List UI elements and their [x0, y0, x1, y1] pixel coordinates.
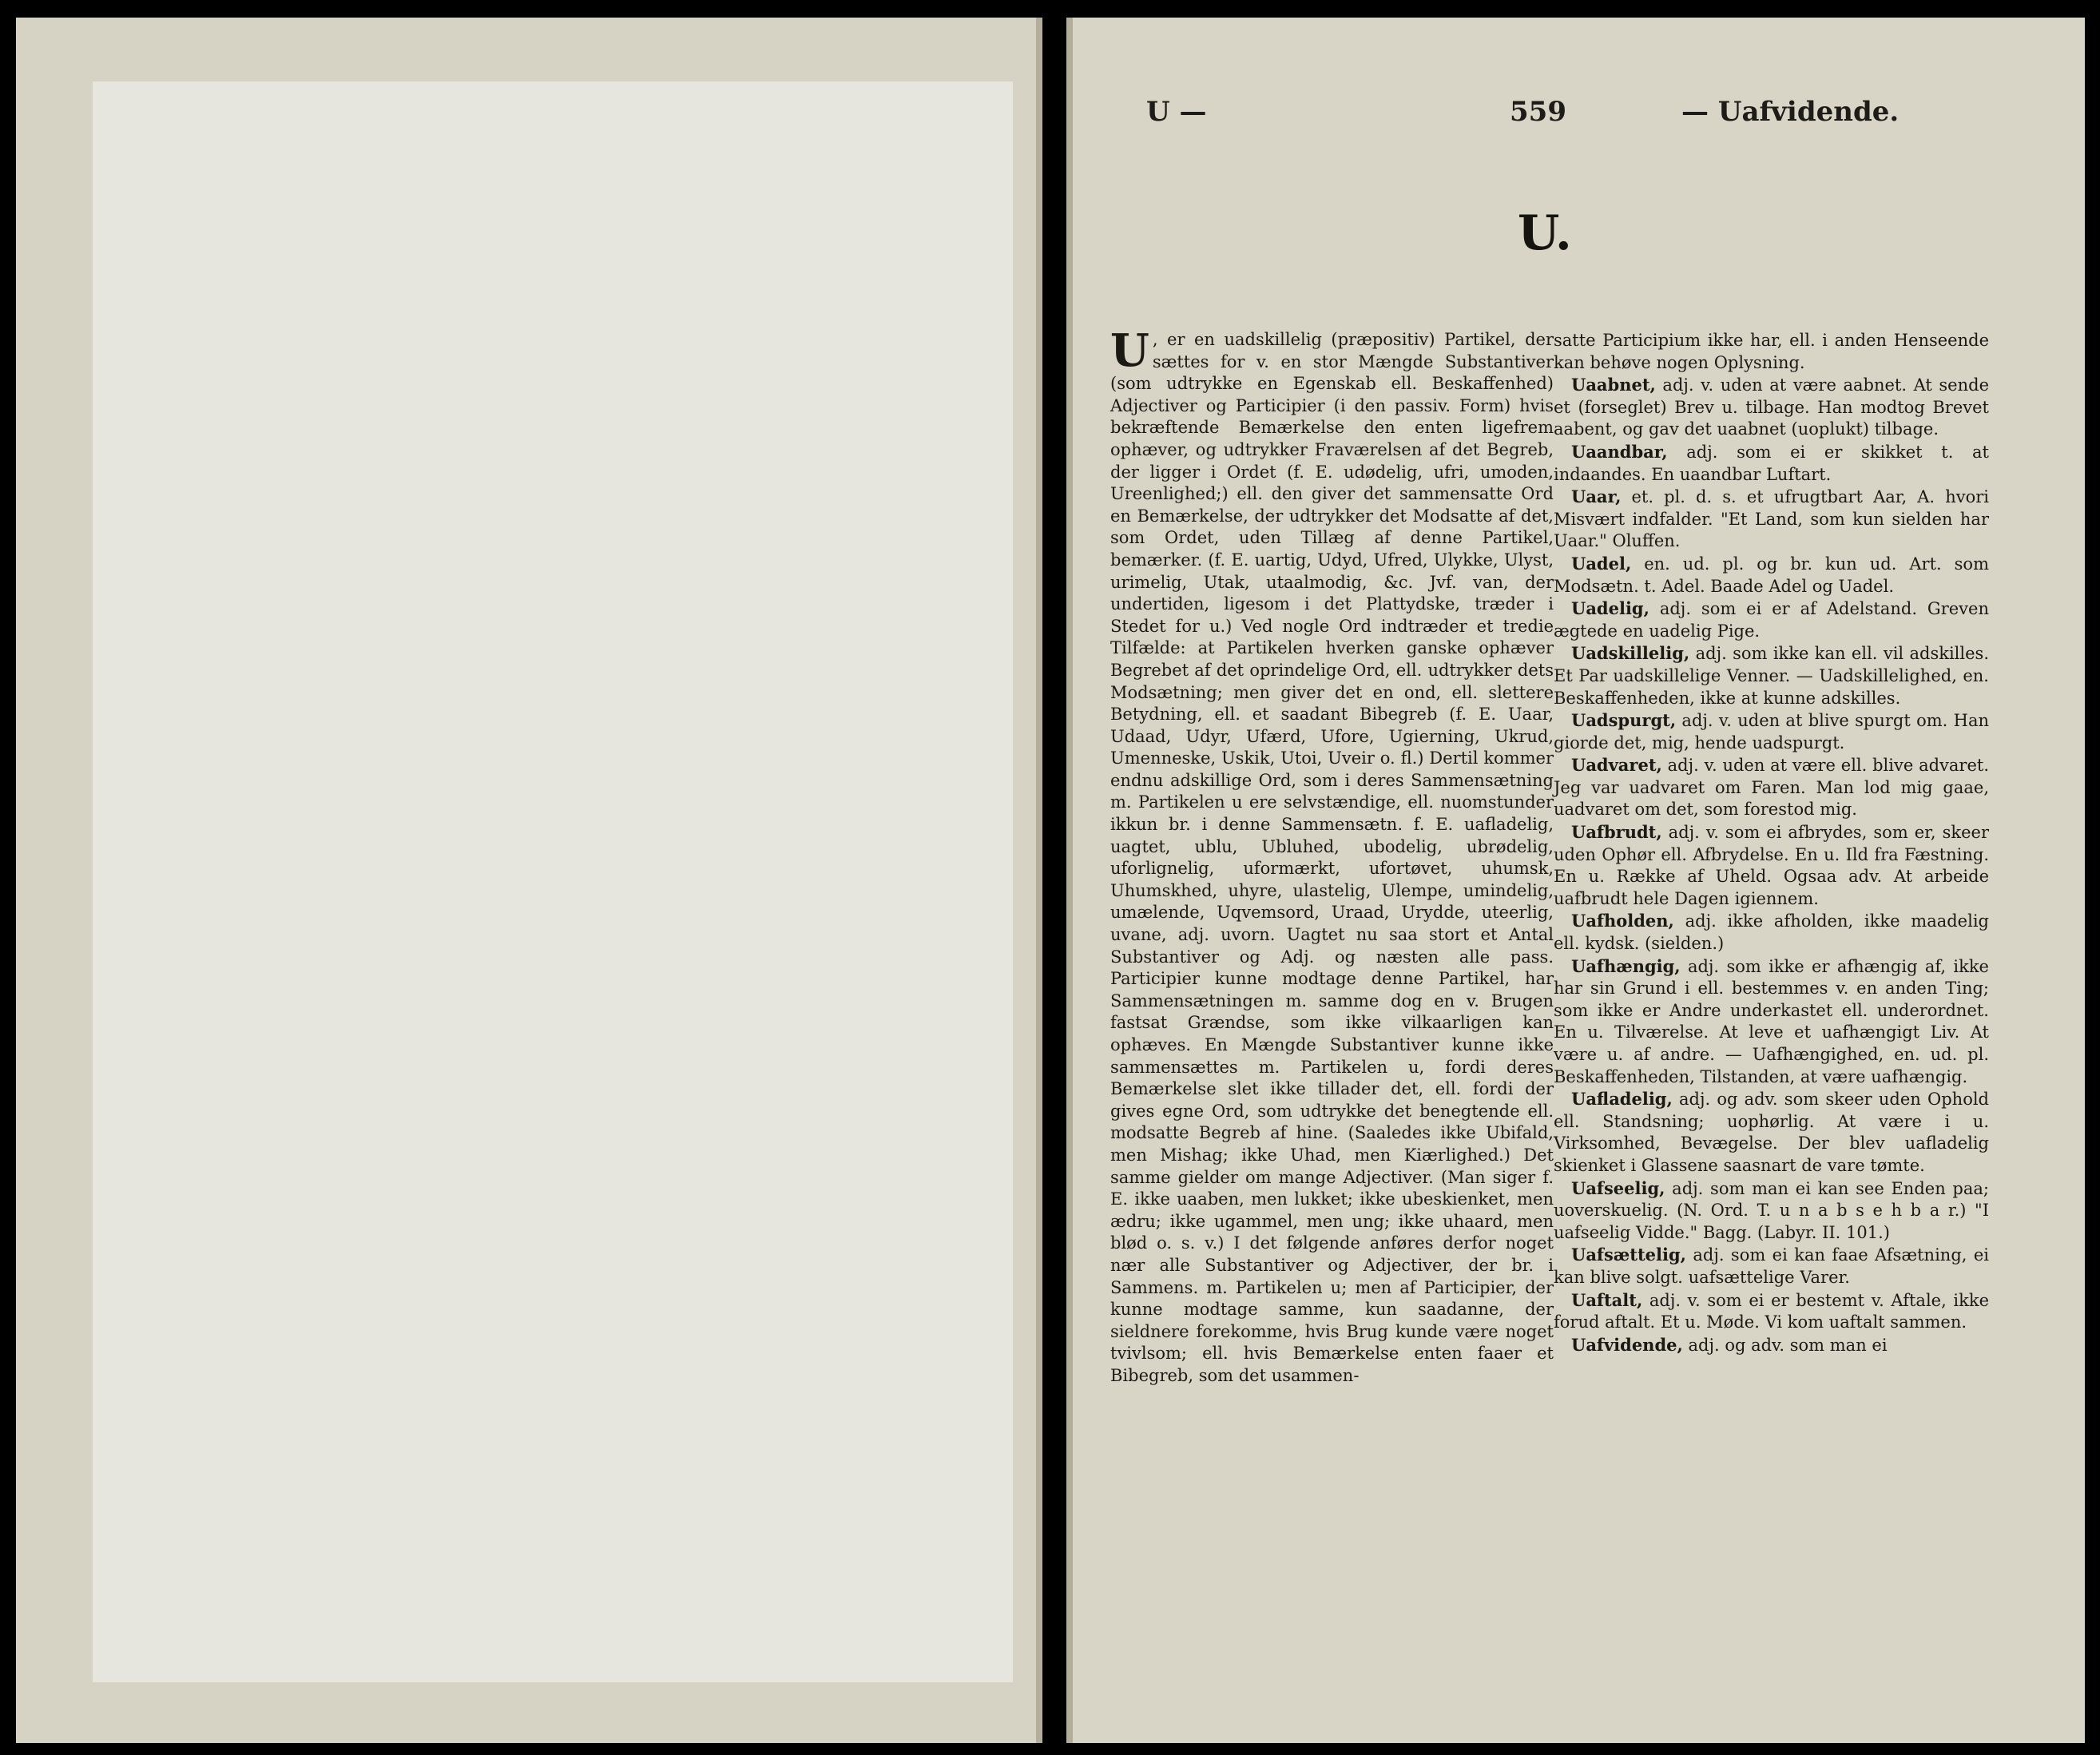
dictionary-entry: [1554, 486, 1989, 553]
entry-definition: adj. v. som ei er bestemt v. Aftale, ikke forud aftalt. Et u. Møde. Vi kom uaftalt sammen.: [1554, 1290, 1989, 1332]
entry-definition: adj. og adv. som skeer uden Ophold ell. Standsning; uophørlig. At være i u. Virksomhed, Bevægelse. Der blev uafladelig skienket i Glassene saasnart de vare tømte.: [1554, 1090, 1989, 1175]
entry-headword: Uafhængig,: [1571, 955, 1681, 976]
entry-headword: Uaabnet,: [1571, 375, 1656, 395]
entry-headword: Uadskillelig,: [1571, 643, 1690, 664]
entry-headword: Uafbrudt,: [1571, 822, 1662, 843]
dictionary-entry: [1554, 1334, 1989, 1357]
entry-definition: adj. som ikke er afhængig af, ikke har sin Grund i ell. bestemmes v. en anden Ting; som ikke er Andre underkastet ell. underordnet. En u. Tilværelse. At leve et uafhængigt Liv. At være u. af andre. — Uafhængighed, en. ud. pl. Beskaffenheden, Tilstanden, at være uafhængig.: [1554, 956, 1989, 1086]
entry-headword: Uadspurgt,: [1571, 710, 1677, 731]
entry-definition: adj. og adv. som man ei: [1682, 1335, 1888, 1355]
dictionary-entry: [1554, 374, 1989, 441]
section-letter: U.: [1518, 205, 1572, 261]
right-text-column: [1554, 329, 1989, 1356]
entry-definition: adj. v. uden at være aabnet. At sende et (forseglet) Brev u. tilbage. Han modtog Brevet aabent, og gav det uaabnet (uoplukt) tilbage.: [1554, 375, 1989, 439]
dictionary-entry: [1554, 1244, 1989, 1288]
entry-definition: adj. v. uden at blive spurgt om. Han giorde det, mig, hende uadspurgt.: [1554, 711, 1989, 752]
running-head-left: U —: [1146, 96, 1207, 128]
entry-headword: Uafladelig,: [1571, 1089, 1673, 1110]
entry-headword: Uadvaret,: [1571, 755, 1662, 776]
dictionary-entry: [1554, 754, 1989, 821]
blank-page-panel: [93, 81, 1013, 1682]
spine-shadow-left: [1036, 18, 1042, 1743]
dictionary-entry: [1554, 910, 1989, 955]
entry-definition: et. pl. d. s. et ufrugtbart Aar, A. hvori Misvært indfalder. "Et Land, som kun sielden har Uaar." Oluffen.: [1554, 487, 1989, 551]
dictionary-entry: [1554, 329, 1989, 374]
entry-headword: Uaandbar,: [1571, 441, 1668, 462]
entry-definition: satte Participium ikke har, ell. i anden Henseende kan behøve nogen Oplysning.: [1554, 331, 1989, 372]
entry-definition: en. ud. pl. og br. kun ud. Art. som Modsætn. t. Adel. Baade Adel og Uadel.: [1554, 554, 1989, 596]
running-head-right: — Uafvidende.: [1681, 96, 1900, 128]
entry-u-paragraph: [1110, 324, 1554, 1388]
dictionary-entry: [1554, 955, 1989, 1089]
dictionary-entry: [1554, 821, 1989, 910]
entry-headword: Uafsættelig,: [1571, 1245, 1686, 1265]
dictionary-entry: [1554, 642, 1989, 709]
entry-definition: adj. v. uden at være ell. blive advaret. Jeg var uadvaret om Faren. Man lod mig gaae, uadvaret om det, som forestod mig.: [1554, 756, 1989, 820]
entry-headword: Uadel,: [1571, 553, 1632, 574]
entry-definition: adj. som ei er skikket t. at indaandes. En uaandbar Luftart.: [1554, 442, 1989, 484]
dictionary-entry: [1554, 1289, 1989, 1334]
dictionary-entry: [1554, 553, 1989, 598]
entry-headword: Uafseelig,: [1571, 1177, 1665, 1198]
entry-definition: adj. som man ei kan see Enden paa; uoverskuelig. (N. Ord. T. u n a b s e h b a r.) "I uafseelig Vidde." Bagg. (Labyr. II. 101.): [1554, 1178, 1989, 1242]
dictionary-entry: [1554, 1088, 1989, 1177]
entry-u-text: , er en uadskillelig (præpositiv) Partikel, der sættes for v. en stor Mængde Substantiver (som udtrykke en Egenskab ell. Beskaffenhed) Adjectiver og Participier (i den passiv. Form) hvis bekræftende Bemærkelse den enten ligefrem ophæver, og udtrykker Fraværelsen af det Begreb, der ligger i Ordet (f. E. udødelig, ufri, umoden, Ureenlighed;) ell. den giver det sammensatte Ord en Bemærkelse, der udtrykker det Modsatte af det, som Ordet, uden Tillæg af denne Partikel, bemærker. (f. E. uartig, Udyd, Ufred, Ulykke, Ulyst, urimelig, Utak, utaalmodig, &c. Jvf. van, der undertiden, ligesom i det Plattydske, træder i Stedet for u.) Ved nogle Ord indtræder et tredie Tilfælde: at Partikelen hverken ganske ophæver Begrebet af det oprindelige Ord, ell. udtrykker dets Modsætning; men giver det en ond, ell. slettere Betydning, ell. et saadant Bibegreb (f. E. Uaar, Udaad, Udyr, Ufærd, Ufore, Ugierning, Ukrud, Umenneske, Uskik, Utoi, Uveir o. fl.) Dertil kommer endnu adskillige Ord, som i deres Sammensætning m. Partikelen u ere selvstændige, ell. nuomstunder ikkun br. i denne Sammensætn. f. E. uafladelig, uagtet, ublu, Ubluhed, ubodelig, ubrødelig, uforlignelig, uformærkt, ufortøvet, uhumsk, Uhumskhed, uhyre, ulastelig, Ulempe, umindelig, umælende, Uqvemsord, Uraad, Urydde, uteerlig, uvane, adj. uvorn. Uagtet nu saa stort et Antal Substantiver og Adj. og næsten alle pass. Participier kunne modtage denne Partikel, har Sammensætningen m. samme dog en v. Brugen fastsat Grændse, som ikke vilkaarligen kan ophæves. En Mængde Substantiver kunne ikke sammensættes m. Partikelen u, fordi deres Bemærkelse slet ikke tillader det, ell. fordi der gives egne Ord, som udtrykke det benegtende ell. modsatte Begreb af hine. (Saaledes ikke Ubifald, men Mishag; ikke Uhad, men Kiærlighed.) Det samme gielder om mange Adjectiver. (Man siger f. E. ikke uaaben, men lukket; ikke ubeskienket, men ædru; ikke ugammel, men ung; ikke uhaard, men blød o. s. v.) I det følgende anføres derfor noget nær alle Substantiver og Adjectiver, der br. i Sammens. m. Partikelen u; men af Participier, der kunne modtage samme, kun saadanne, der sieldnere forekomme, hvis Brug kunde være noget tvivlsom; ell. hvis Bemærkelse enten faaer et Bibegreb, som det usammen-: [1110, 330, 1554, 1385]
dictionary-entry: [1554, 709, 1989, 754]
entry-definition: adj. v. som ei afbrydes, som er, skeer uden Ophør ell. Afbrydelse. En u. Ild fra Fæstning. En u. Række af Uheld. Ogsaa adv. At arbeide uafbrudt hele Dagen igiennem.: [1554, 823, 1989, 908]
entry-headword: Uafholden,: [1571, 911, 1674, 931]
entry-headword: Uaar,: [1571, 486, 1622, 507]
entry-definition: adj. som ikke kan ell. vil adskilles. Et Par uadskillelige Venner. — Uadskillelighed, en. Beskaffenheden, ikke at kunne adskilles.: [1554, 644, 1989, 708]
left-text-column: [1110, 324, 1554, 1388]
left-page: [16, 18, 1042, 1743]
dictionary-entry: [1554, 598, 1989, 642]
spine-shadow-right: [1066, 18, 1073, 1743]
right-page: [1066, 18, 2085, 1743]
entry-definition: adj. ikke afholden, ikke maadelig ell. kydsk. (sielden.): [1554, 911, 1989, 954]
dictionary-entry: [1554, 1177, 1989, 1245]
entry-headword: Uafvidende,: [1571, 1334, 1683, 1355]
drop-cap: U: [1110, 324, 1149, 377]
entry-definition: adj. som ei er af Adelstand. Greven ægtede en uadelig Pige.: [1554, 599, 1989, 641]
entry-headword: Uadelig,: [1571, 598, 1649, 619]
entry-definition: adj. som ei kan faae Afsætning, ei kan blive solgt. uafsættelige Varer.: [1554, 1245, 1989, 1287]
page-number: 559: [1510, 96, 1566, 128]
entry-headword: Uaftalt,: [1571, 1289, 1643, 1310]
dictionary-entry: [1554, 441, 1989, 486]
